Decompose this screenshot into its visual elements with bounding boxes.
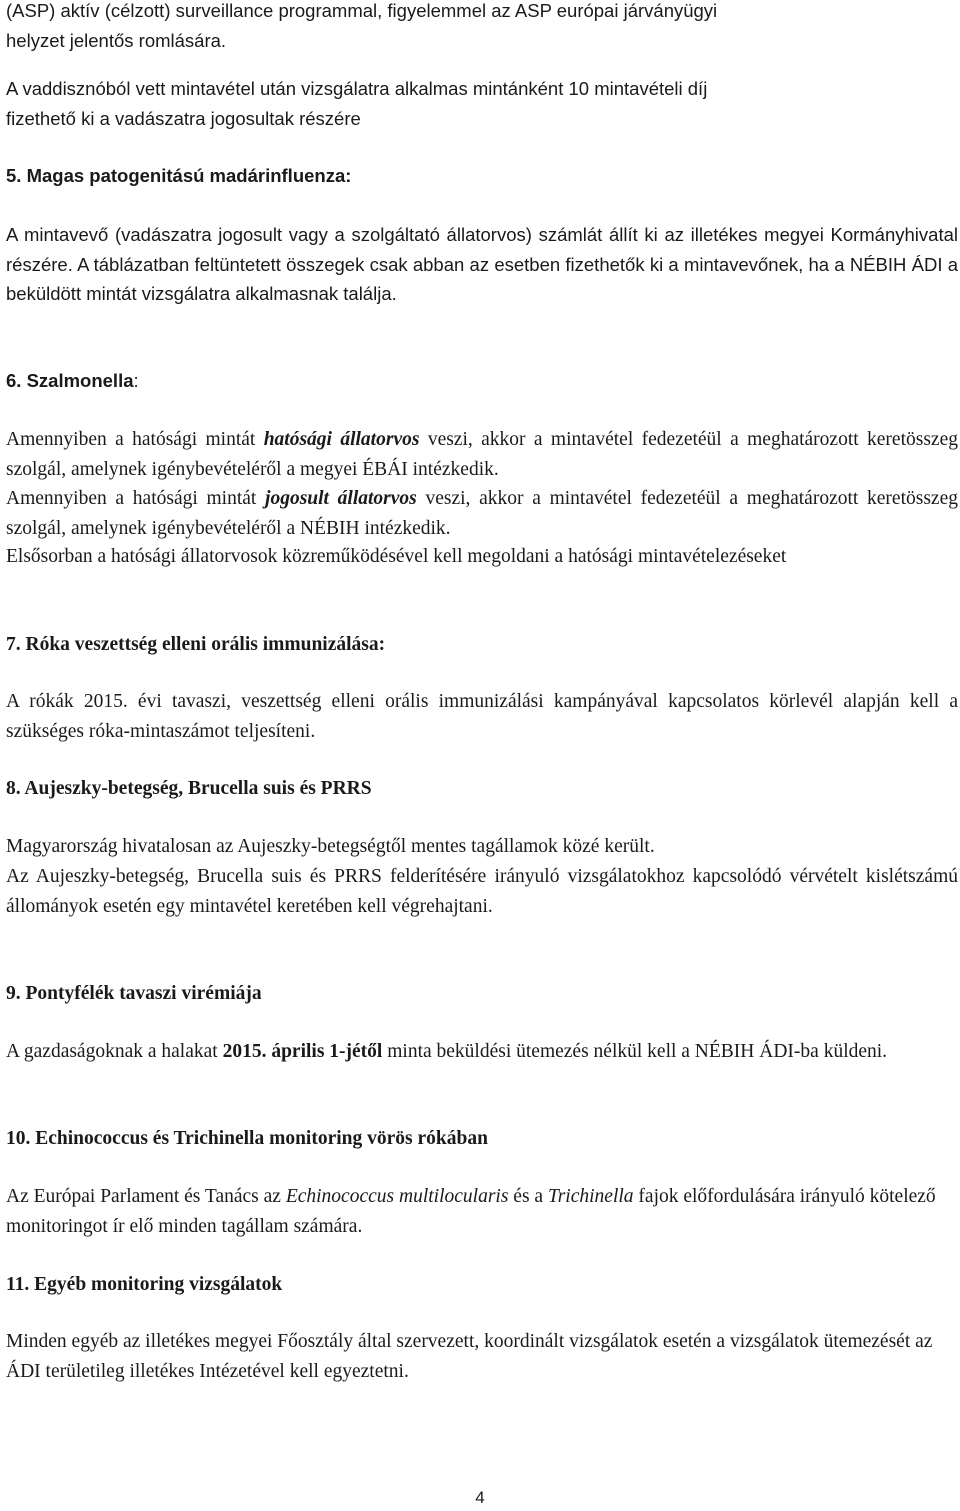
page-number: 4 [475, 1488, 485, 1507]
text-run: veszi, akkor a mintavétel fedezetéül a meghatározott keretösszeg szolgál, amelynek igénybevételéről a NÉBIH intézkedik. [6, 488, 958, 539]
text-run: fajok előfordulására irányuló kötelező monitoringot ír elő minden tagállam számára. [6, 1186, 936, 1237]
text-run: Amennyiben a hatósági mintát [6, 429, 264, 450]
section-6-paragraph-1 [6, 425, 958, 484]
section-10-paragraph [6, 1182, 958, 1241]
section-6-paragraph-3: Elsősorban a hatósági állatorvosok közreműködésével kell megoldani a hatósági mintavételezéseket [6, 546, 787, 567]
section-5-text: A táblázatban feltüntetett összegek csak abban az esetben fizethetők ki a mintavevőnek, ha a NÉBIH ÁDI a beküldött mintát vizsgálatra alkalmasnak találja. [6, 253, 958, 304]
section-5-paragraph [6, 220, 958, 309]
text-run: A gazdaságoknak a halakat [6, 1041, 223, 1062]
text-run: minta beküldési ütemezés nélkül kell a NÉBIH ÁDI-ba küldeni. [382, 1041, 888, 1062]
species-name: Echinococcus multilocularis [285, 1186, 509, 1207]
text-run: és a [508, 1186, 548, 1207]
fee-line: A vaddisznóból vett mintavétel után vizsgálatra alkalmas mintánként 10 mintavételi díj [6, 78, 708, 99]
intro-line: helyzet jelentős romlására. [6, 29, 227, 51]
section-7-heading: 7. Róka veszettség elleni orális immunizálása: [6, 634, 386, 655]
section-6-heading [6, 366, 958, 396]
section-11-heading: 11. Egyéb monitoring vizsgálatok [6, 1274, 283, 1295]
text-run: Az Európai Parlament és Tanács az [6, 1186, 286, 1207]
section-8-heading: 8. Aujeszky-betegség, Brucella suis és PRRS [6, 778, 372, 799]
section-6-paragraph-2 [6, 484, 958, 543]
section-8-paragraph-1: Magyarország hivatalosan az Aujeszky-betegségtől mentes tagállamok közé került. [6, 836, 655, 857]
species-name: Trichinella [547, 1186, 634, 1207]
date-emphasis: 2015. április 1-jétől [222, 1041, 383, 1062]
fee-paragraph [6, 74, 958, 133]
section-7-paragraph: A rókák 2015. évi tavaszi, veszettség elleni orális immunizálási kampányával kapcsolatos körlevél alapján kell a szükséges róka-mintaszámot teljesíteni. [6, 691, 958, 742]
section-11-paragraph: Minden egyéb az illetékes megyei Főosztály által szervezett, koordinált vizsgálatok esetén a vizsgálatok ütemezését az ÁDI területileg illetékes Intézetével kell egyeztetni. [6, 1331, 933, 1382]
intro-paragraph [6, 0, 958, 55]
section-5-heading: 5. Magas patogenitású madárinfluenza: [6, 165, 352, 186]
intro-line: (ASP) aktív (célzott) surveillance programmal, figyelemmel az ASP európai járványügyi [6, 0, 718, 21]
section-6-colon: : [133, 370, 139, 391]
fee-line: fizethető ki a vadászatra jogosultak részére [6, 107, 361, 129]
emphasis: hatósági állatorvos [263, 429, 420, 450]
text-run: Amennyiben a hatósági mintát [6, 488, 266, 509]
section-9-paragraph [6, 1037, 958, 1067]
emphasis: jogosult állatorvos [265, 488, 417, 509]
section-9-heading: 9. Pontyfélék tavaszi virémiája [6, 983, 262, 1004]
text-run: veszi, akkor a mintavétel fedezetéül a meghatározott keretösszeg szolgál, amelynek igénybevételéről a megyei ÉBÁI intézkedik. [6, 429, 958, 480]
section-5-text: A mintavevő (vadászatra jogosult vagy a szolgáltató állatorvos) számlát állít ki az illetékes megyei Kormányhivatal részére. [6, 224, 958, 275]
section-10-heading: 10. Echinococcus és Trichinella monitoring vörös rókában [6, 1128, 488, 1149]
section-6-title: 6. Szalmonella [6, 370, 134, 391]
section-8-paragraph-2: Az Aujeszky-betegség, Brucella suis és PRRS felderítésére irányuló vizsgálatokhoz kapcsolódó vérvételt kislétszámú állományok esetén egy mintavétel keretében kell végrehajtani. [6, 866, 958, 917]
